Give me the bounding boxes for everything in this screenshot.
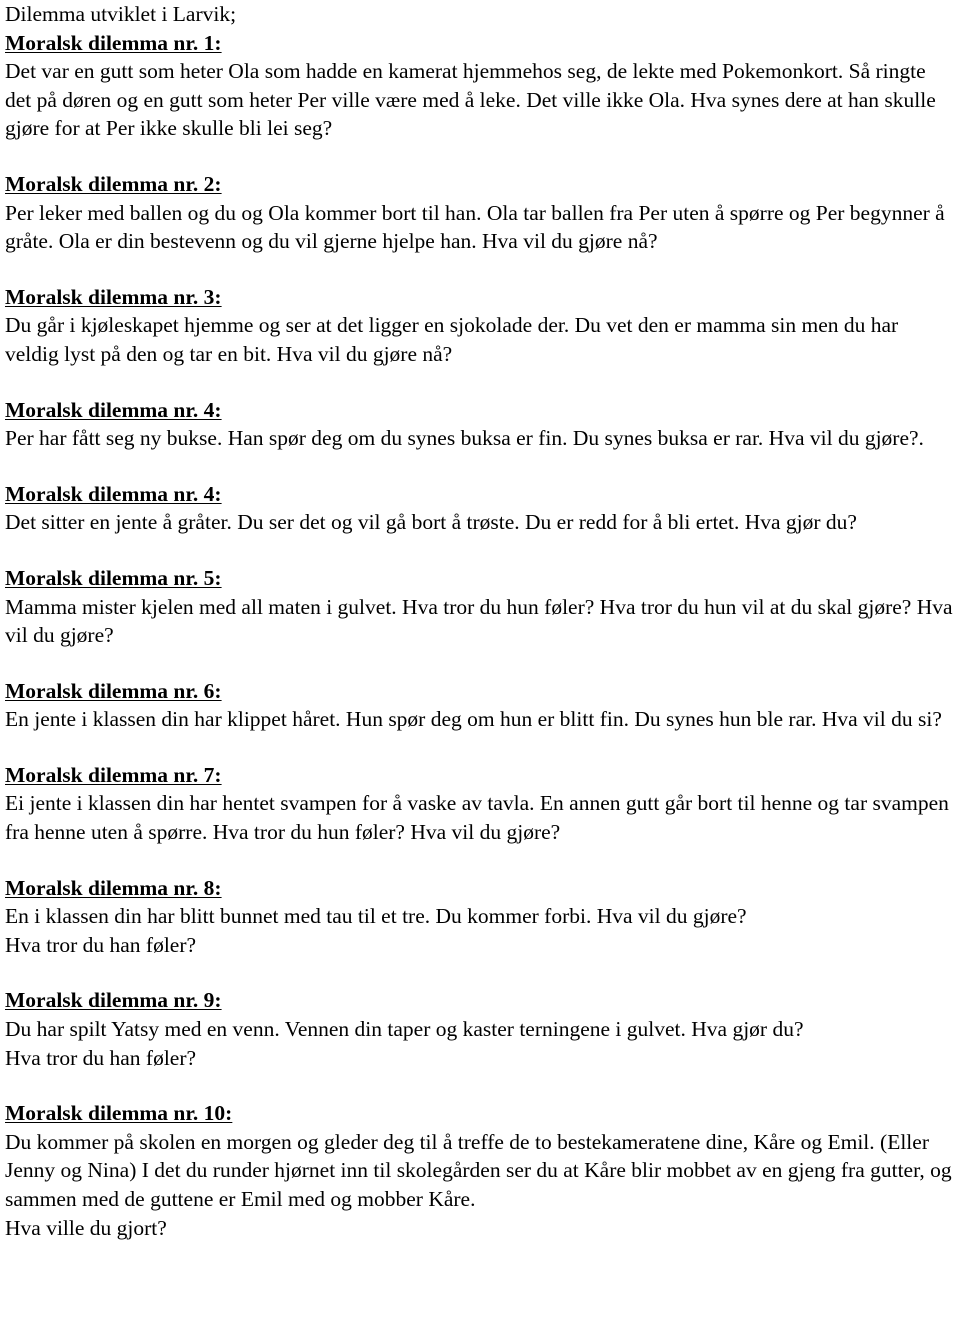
dilemma-text: Per leker med ballen og du og Ola kommer bort til han. Ola tar ballen fra Per uten å spørre og Per begynner å gråte. Ola er din bestevenn og du vil gjerne hjelpe han. Hva vil du gjøre nå?	[5, 200, 945, 254]
dilemma-heading: Moralsk dilemma nr. 5:	[5, 565, 222, 590]
dilemma-section-4b	[5, 480, 957, 537]
dilemma-section-1	[5, 29, 957, 143]
dilemma-question: Hva tror du han føler?	[5, 932, 197, 957]
dilemma-section-2	[5, 170, 957, 256]
dilemma-text: Du har spilt Yatsy med en venn. Vennen din taper og kaster terningene i gulvet. Hva gjør du?	[5, 1017, 804, 1042]
dilemma-heading: Moralsk dilemma nr. 8:	[5, 875, 222, 900]
dilemma-section-5	[5, 564, 957, 650]
dilemma-section-3	[5, 283, 957, 369]
dilemma-section-8	[5, 874, 957, 960]
dilemma-section-6	[5, 677, 957, 734]
dilemma-heading: Moralsk dilemma nr. 2:	[5, 171, 222, 196]
dilemma-text: En i klassen din har blitt bunnet med tau til et tre. Du kommer forbi. Hva vil du gjøre?	[5, 904, 747, 929]
dilemma-question: Hva tror du han føler?	[5, 1045, 197, 1070]
dilemma-section-9	[5, 986, 957, 1072]
dilemma-section-7	[5, 761, 957, 847]
dilemma-heading: Moralsk dilemma nr. 7:	[5, 762, 222, 787]
dilemma-heading: Moralsk dilemma nr. 4:	[5, 397, 222, 422]
dilemma-text: Per har fått seg ny bukse. Han spør deg om du synes buksa er fin. Du synes buksa er rar. Hva vil du gjøre?.	[5, 426, 924, 451]
document-intro: Dilemma utviklet i Larvik;	[5, 2, 237, 26]
dilemma-text: Mamma mister kjelen med all maten i gulvet. Hva tror du hun føler? Hva tror du hun vil at du skal gjøre? Hva vil du gjøre?	[5, 594, 953, 648]
dilemma-heading: Moralsk dilemma nr. 10:	[5, 1101, 233, 1126]
dilemma-heading: Moralsk dilemma nr. 4:	[5, 481, 222, 506]
dilemma-section-4	[5, 396, 957, 453]
dilemma-heading: Moralsk dilemma nr. 6:	[5, 678, 222, 703]
dilemma-question: Hva ville du gjort?	[5, 1215, 167, 1240]
dilemma-text: Det var en gutt som heter Ola som hadde en kamerat hjemmehos seg, de lekte med Pokemonkort. Så ringte det på døren og en gutt som heter Per ville være med å leke. Det ville ikke Ola. Hva synes dere at han skulle gjøre for at Per ikke skulle bli lei seg?	[5, 59, 936, 141]
document-page	[5, 0, 957, 1242]
dilemma-heading: Moralsk dilemma nr. 3:	[5, 284, 222, 309]
dilemma-text: Du går i kjøleskapet hjemme og ser at det ligger en sjokolade der. Du vet den er mamma sin men du har veldig lyst på den og tar en bit. Hva vil du gjøre nå?	[5, 313, 899, 366]
dilemma-text: Det sitter en jente å gråter. Du ser det og vil gå bort å trøste. Du er redd for å bli ertet. Hva gjør du?	[5, 510, 857, 535]
dilemma-text: Du kommer på skolen en morgen og gleder deg til å treffe de to bestekameratene dine, Kåre og Emil. (Eller Jenny og Nina) I det du runder hjørnet inn til skolegården ser du at Kåre blir mobbet av en gjeng fra gutter, og sammen med de guttene er Emil med og mobber Kåre.	[5, 1129, 952, 1211]
dilemma-heading: Moralsk dilemma nr. 9:	[5, 988, 222, 1013]
dilemma-heading: Moralsk dilemma nr. 1:	[5, 30, 222, 55]
dilemma-text: Ei jente i klassen din har hentet svampen for å vaske av tavla. En annen gutt går bort til henne og tar svampen fra henne uten å spørre. Hva tror du hun føler? Hva vil du gjøre?	[5, 791, 949, 845]
dilemma-section-10	[5, 1099, 957, 1242]
dilemma-text: En jente i klassen din har klippet håret. Hun spør deg om hun er blitt fin. Du synes hun ble rar. Hva vil du si?	[5, 707, 942, 732]
